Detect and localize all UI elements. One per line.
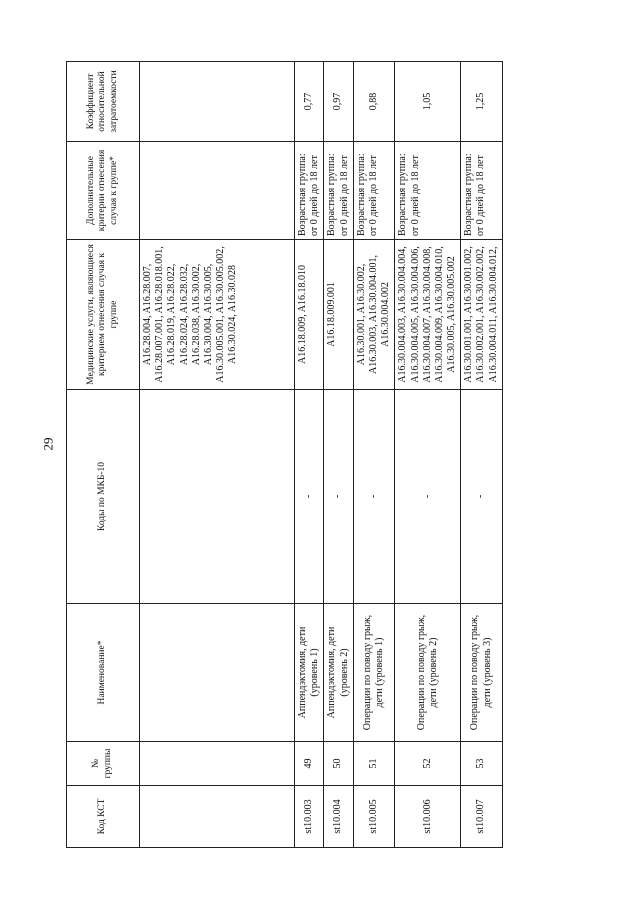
header-mkb: Коды по МКБ-10 [67, 390, 140, 604]
criteria-cell: Возрастная группа: от 0 дней до 18 лет [461, 142, 503, 240]
group-cell: 52 [395, 742, 461, 786]
header-criteria: Дополнительные критерии отнесения случая к группе* [67, 142, 140, 240]
criteria-cell: Возрастная группа: от 0 дней до 18 лет [324, 142, 353, 240]
criteria-cell: Возрастная группа: от 0 дней до 18 лет [353, 142, 395, 240]
criteria-cell: Возрастная группа: от 0 дней до 18 лет [295, 142, 324, 240]
group-cell: 51 [353, 742, 395, 786]
table-row-continuation [140, 62, 295, 848]
group-cell: 53 [461, 742, 503, 786]
name-cell: Операции по поводу грыж, дети (уровень 2) [395, 604, 461, 742]
header-name: Наименование* [67, 604, 140, 742]
coef-cell: 0,97 [324, 62, 353, 142]
services-cell: A16.30.001.001, A16.30.001.002, A16.30.002.001, A16.30.002.002, A16.30.004.011, A16.30.004.012, [461, 240, 503, 390]
services-cell: A16.30.004.003, A16.30.004.004, A16.30.004.005, A16.30.004.006, A16.30.004.007, A16.30.004.008, A16.30.004.009, A16.30.004.010, A16.30.005, A16.30.005.002 [395, 240, 461, 390]
code-cell: st10.005 [353, 786, 395, 848]
header-coef: Коэффициент относительной затратоемкости [67, 62, 140, 142]
page-number: 29 [40, 437, 56, 451]
code-cell: st10.006 [395, 786, 461, 848]
services-cell: A16.18.009.001 [324, 240, 353, 390]
mkb-cell: - [395, 390, 461, 604]
mkb-cell: - [353, 390, 395, 604]
header-services: Медицинские услуги, являющиеся критерием отнесения случая к группе [67, 240, 140, 390]
name-cell: Аппендэктомия, дети (уровень 2) [324, 604, 353, 742]
code-cell: st10.004 [324, 786, 353, 848]
coef-cell: 0,88 [353, 62, 395, 142]
ksg-table [66, 61, 503, 848]
rotated-table-container [66, 62, 612, 848]
services-cell: A16.30.001, A16.30.002, A16.30.003, A16.30.004.001, A16.30.004.002 [353, 240, 395, 390]
code-cell: st10.003 [295, 786, 324, 848]
group-cell: 50 [324, 742, 353, 786]
name-cell: Операции по поводу грыж, дети (уровень 3) [461, 604, 503, 742]
header-code: Код КСТ [67, 786, 140, 848]
table-row [353, 62, 395, 848]
code-cell: st10.007 [461, 786, 503, 848]
header-row [67, 62, 140, 848]
criteria-cell: Возрастная группа: от 0 дней до 18 лет [395, 142, 461, 240]
table-row [324, 62, 353, 848]
coef-cell: 1,05 [395, 62, 461, 142]
coef-cell: 1,25 [461, 62, 503, 142]
header-group: № группы [67, 742, 140, 786]
services-cell: A16.18.009, A16.18.010 [295, 240, 324, 390]
name-cell: Операции по поводу грыж, дети (уровень 1) [353, 604, 395, 742]
services-cell: A16.28.004, A16.28.007, A16.28.007.001, A16.28.018.001, A16.28.019, A16.28.022, A16.28.024, A16.28.032, A16.28.038, A16.30.002, A16.30.004, A16.30.005, A16.30.005.001, A16.30.005.002, A16.30.024, A16.30.028 [140, 240, 295, 390]
mkb-cell: - [324, 390, 353, 604]
mkb-cell: - [295, 390, 324, 604]
mkb-cell: - [461, 390, 503, 604]
table-row [395, 62, 461, 848]
coef-cell: 0,77 [295, 62, 324, 142]
name-cell: Аппендэктомия, дети (уровень 1) [295, 604, 324, 742]
group-cell: 49 [295, 742, 324, 786]
table-row [295, 62, 324, 848]
table-row [461, 62, 503, 848]
